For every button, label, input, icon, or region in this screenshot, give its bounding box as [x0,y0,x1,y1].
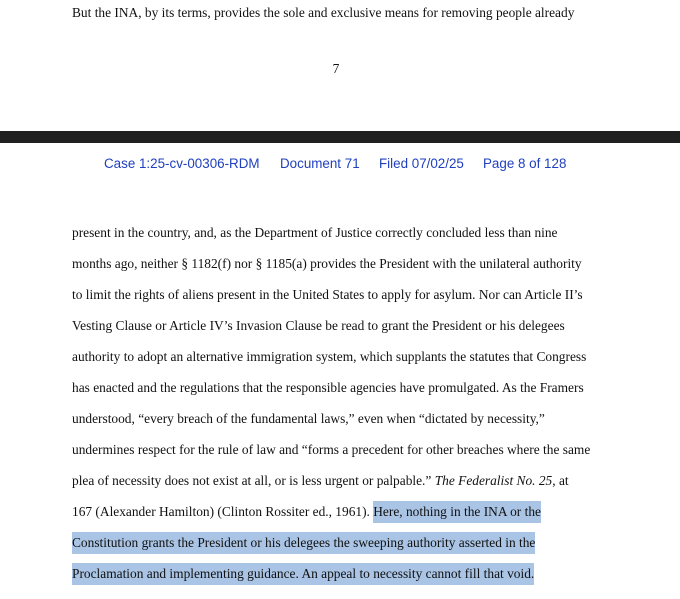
text-line: undermines respect for the rule of law and “forms a precedent for other breaches where the same [72,442,591,457]
case-number: Case 1:25-cv-00306-RDM [104,156,260,171]
text-line: authority to adopt an alternative immigration system, which supplants the statutes that Congress [72,349,587,364]
text-line [72,503,612,534]
page-count: Page 8 of 128 [483,156,567,171]
page-number: 7 [332,61,340,76]
text-segment: 167 (Alexander Hamilton) (Clinton Rossiter ed., 1961). [72,504,374,519]
page-break-bar [0,131,680,143]
filed-date: Filed 07/02/25 [379,156,464,171]
highlighted-text[interactable]: Constitution grants the President or his delegees the sweeping authority asserted in the [72,532,535,554]
opinion-body [72,224,612,596]
text-line: present in the country, and, as the Department of Justice correctly concluded less than nine [72,225,558,240]
text-line [72,472,612,503]
text-line: Vesting Clause or Article IV’s Invasion Clause be read to grant the President or his delegees [72,318,565,333]
text-line: has enacted and the regulations that the responsible agencies have promulgated. As the Framers [72,380,584,395]
highlighted-text[interactable]: Proclamation and implementing guidance. An appeal to necessity cannot fill that void. [72,563,534,585]
text-line: months ago, neither § 1182(f) nor § 1185(a) provides the President with the unilateral authority [72,256,582,271]
text-line: to limit the rights of aliens present in the United States to apply for asylum. Nor can Article II’s [72,287,583,302]
highlighted-text[interactable]: Here, nothing in the INA or the [373,501,541,523]
text-line [72,534,612,565]
citation-title: The Federalist No. 25 [434,473,553,488]
text-segment: plea of necessity does not exist at all, or is less urgent or palpable.” [72,473,435,488]
previous-page-last-line: But the INA, by its terms, provides the sole and exclusive means for removing people already [72,5,575,20]
document-number: Document 71 [280,156,360,171]
text-segment: , at [552,473,569,488]
text-line: understood, “every breach of the fundamental laws,” even when “dictated by necessity,” [72,411,545,426]
text-line [72,565,612,596]
